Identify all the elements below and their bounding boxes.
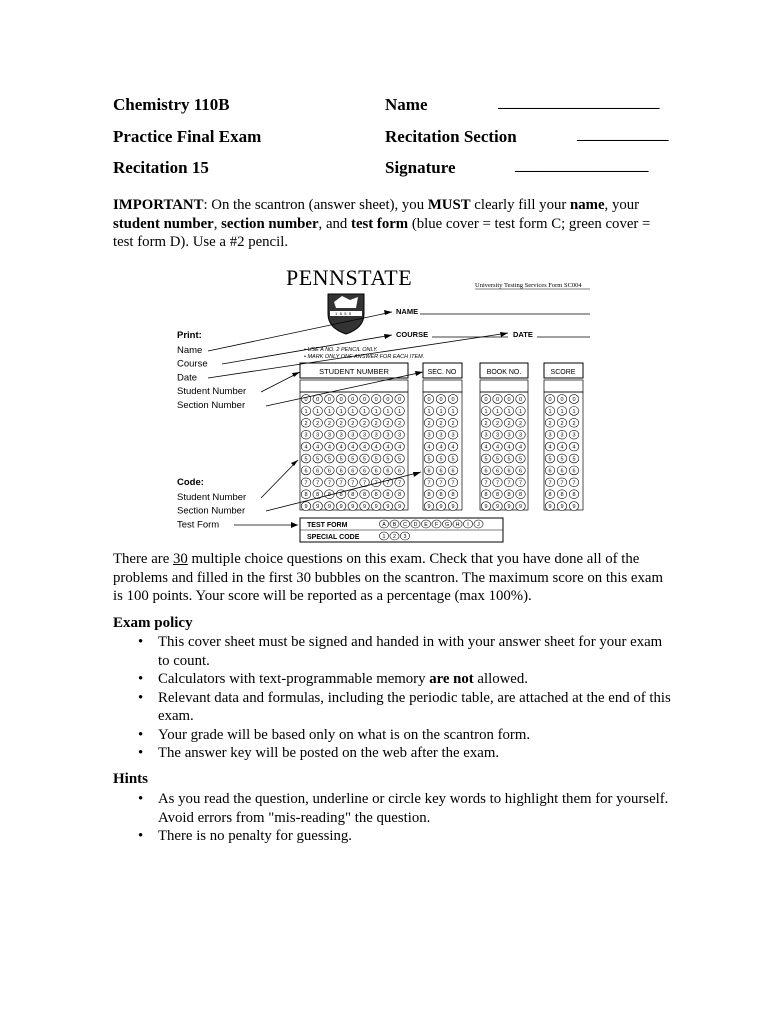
- student-number-bubble-digit: 3: [316, 432, 320, 439]
- book-no-bubble-digit: 0: [495, 397, 500, 403]
- book-no-bubble-digit: 1: [495, 408, 500, 415]
- book-no-bubble-digit: 6: [518, 468, 523, 475]
- exam-policy-list: [113, 633, 673, 763]
- course-title: Chemistry 110B: [113, 95, 230, 114]
- book-no-bubble-digit: 2: [484, 420, 488, 427]
- hints-list: [113, 790, 673, 846]
- test-form-option: I: [467, 522, 469, 528]
- book-no-bubble-digit: 8: [518, 492, 523, 499]
- student-number-bubble-digit: 7: [386, 480, 390, 487]
- student-number-bubble-digit: 8: [304, 492, 308, 499]
- student-number-bubble-digit: 0: [316, 397, 320, 403]
- sec-no-bubble-digit: 7: [427, 480, 431, 487]
- score-bubble-digit: 0: [548, 397, 552, 403]
- sec-no-bubble-digit: 5: [439, 456, 443, 463]
- score-bubble-digit: 3: [572, 432, 576, 439]
- print-label: Print:: [177, 330, 202, 341]
- sec-no-bubble-digit: 0: [427, 397, 431, 403]
- student-number-bubble-digit: 8: [386, 492, 390, 499]
- student-number-bubble-digit: 9: [362, 504, 367, 511]
- test-form-option: G: [444, 522, 450, 528]
- student-number-bubble-digit: 7: [304, 480, 308, 487]
- book-no-bubble-digit: 5: [507, 456, 511, 463]
- score-bubble-digit: 6: [560, 468, 564, 475]
- score-bubble-digit: 8: [548, 492, 552, 499]
- exam-policy-title: Exam policy: [113, 615, 193, 631]
- score-bubble-digit: 2: [548, 420, 552, 427]
- book-no-bubble-digit: 3: [518, 432, 523, 439]
- recitation-number: Recitation 15: [113, 158, 209, 177]
- student-number-bubble-digit: 8: [339, 492, 343, 499]
- student-number-bubble-digit: 9: [327, 504, 331, 511]
- scantron-diagram: [170, 262, 600, 547]
- book-no-bubble-digit: 4: [484, 444, 488, 451]
- score-bubble-digit: 1: [548, 408, 552, 415]
- book-no-bubble-digit: 0: [507, 397, 511, 403]
- sec-no-bubble-digit: 8: [439, 492, 443, 499]
- test-form-option: J: [477, 522, 480, 528]
- student-number-bubble-digit: 3: [362, 432, 367, 439]
- student-number-bubble-digit: 8: [362, 492, 367, 499]
- score-bubble-digit: 6: [572, 468, 576, 475]
- student-number-bubble-digit: 6: [362, 468, 367, 475]
- sec-no-bubble-digit: 5: [427, 456, 431, 463]
- student-number-bubble-digit: 2: [362, 420, 367, 427]
- student-number-bubble-digit: 4: [398, 444, 402, 451]
- student-number-bubble-digit: 1: [316, 408, 320, 415]
- book-no-bubble-digit: 8: [507, 492, 511, 499]
- svg-text:1855: 1855: [335, 311, 354, 316]
- score-bubble-digit: 0: [572, 397, 576, 403]
- student-number-bubble-digit: 5: [304, 456, 308, 463]
- student-number-bubble-digit: 3: [327, 432, 331, 439]
- test-form-option: D: [413, 522, 418, 528]
- student-number-bubble-digit: 9: [304, 504, 308, 511]
- student-number-bubble-digit: 3: [398, 432, 402, 439]
- special-code-label: SPECIAL CODE: [307, 534, 360, 541]
- book-no-bubble-digit: 5: [495, 456, 500, 463]
- student-number-bubble-digit: 1: [398, 408, 402, 415]
- sec-no-bubble-digit: 2: [439, 420, 443, 427]
- date-field-label: DATE: [513, 330, 533, 339]
- student-number-bubble-digit: 4: [386, 444, 390, 451]
- student-number-bubble-digit: 1: [362, 408, 367, 415]
- student-number-bubble-digit: 7: [374, 480, 378, 487]
- sec-no-bubble-digit: 4: [439, 444, 443, 451]
- student-number-bubble-digit: 0: [327, 397, 331, 403]
- sec-no-bubble-digit: 3: [451, 432, 455, 439]
- student-number-bubble-digit: 6: [351, 468, 355, 475]
- question-count: 30: [172, 551, 188, 567]
- student-number-bubble-digit: 5: [316, 456, 320, 463]
- book-no-bubble-digit: 2: [495, 420, 500, 427]
- score-bubble-digit: 4: [572, 444, 576, 451]
- book-no-bubble-digit: 1: [518, 408, 523, 415]
- recitation-section-blank[interactable]: _____________: [577, 127, 668, 143]
- list-item: • There is no penalty for guessing.: [138, 828, 352, 844]
- special-code-option: 2: [393, 534, 396, 540]
- student-number-bubble-digit: 2: [386, 420, 390, 427]
- student-number-bubble-digit: 7: [339, 480, 343, 487]
- book-no-bubble-digit: 8: [495, 492, 500, 499]
- student-number-bubble-digit: 7: [327, 480, 331, 487]
- test-form-option: C: [403, 522, 407, 528]
- sec-no-bubble-digit: 1: [427, 408, 431, 415]
- student-number-bubble-digit: 7: [316, 480, 320, 487]
- score-bubble-digit: 3: [560, 432, 564, 439]
- student-number-bubble-digit: 2: [304, 420, 308, 427]
- score-bubble-digit: 7: [572, 480, 576, 487]
- score-bubble-digit: 0: [560, 397, 564, 403]
- list-item: • Calculators with text-programmable memory are not allowed.: [138, 671, 528, 687]
- student-number-bubble-digit: 4: [304, 444, 308, 451]
- student-number-bubble-digit: 3: [374, 432, 378, 439]
- student-number-bubble-digit: 7: [351, 480, 355, 487]
- student-number-bubble-digit: 0: [304, 397, 308, 403]
- sec-no-bubble-digit: 9: [439, 504, 443, 511]
- book-no-bubble-digit: 6: [507, 468, 511, 475]
- print-item-label: Date: [177, 372, 198, 384]
- score-bubble-digit: 7: [560, 480, 564, 487]
- student-number-bubble-digit: 4: [327, 444, 331, 451]
- student-number-bubble-digit: 6: [386, 468, 390, 475]
- student-number-bubble-digit: 0: [351, 397, 355, 403]
- test-form-option: A: [382, 522, 386, 528]
- student-number-bubble-digit: 6: [339, 468, 343, 475]
- sec-no-bubble-digit: 8: [451, 492, 455, 499]
- sec-no-bubble-digit: 7: [451, 480, 455, 487]
- student-number-bubble-digit: 0: [362, 397, 367, 403]
- student-number-bubble-digit: 1: [386, 408, 390, 415]
- book-no-bubble-digit: 9: [518, 504, 523, 511]
- sec-no-bubble-digit: 0: [439, 397, 443, 403]
- score-bubble-digit: 5: [572, 456, 576, 463]
- student-number-header: STUDENT NUMBER: [319, 367, 389, 376]
- student-number-bubble-digit: 9: [374, 504, 378, 511]
- student-number-bubble-digit: 2: [351, 420, 355, 427]
- test-form-option: B: [392, 522, 397, 528]
- score-bubble-digit: 4: [548, 444, 552, 451]
- book-no-bubble-digit: 3: [484, 432, 488, 439]
- print-item-label: Section Number: [177, 399, 246, 411]
- student-number-bubble-digit: 4: [316, 444, 320, 451]
- student-number-bubble-digit: 5: [374, 456, 378, 463]
- student-number-bubble-digit: 2: [398, 420, 402, 427]
- student-number-bubble-digit: 5: [351, 456, 355, 463]
- book-no-bubble-digit: 8: [484, 492, 488, 499]
- student-number-bubble-digit: 9: [398, 504, 402, 511]
- sec-no-bubble-digit: 7: [439, 480, 443, 487]
- sec-no-bubble-digit: 2: [427, 420, 431, 427]
- score-bubble-digit: 5: [560, 456, 564, 463]
- student-number-bubble-digit: 6: [316, 468, 320, 475]
- student-number-bubble-digit: 1: [327, 408, 331, 415]
- student-number-bubble-digit: 2: [316, 420, 320, 427]
- score-bubble-digit: 8: [572, 492, 576, 499]
- list-item: • This cover sheet must be signed and handed in with your answer sheet for your exam to count.: [138, 634, 663, 669]
- book-no-bubble-digit: 3: [495, 432, 500, 439]
- sec-no-bubble-digit: 9: [451, 504, 455, 511]
- code-item-label: Section Number: [177, 505, 246, 517]
- sec-no-bubble-digit: 3: [427, 432, 431, 439]
- book-no-bubble-digit: 5: [518, 456, 523, 463]
- student-number-bubble-digit: 0: [374, 397, 378, 403]
- student-number-bubble-digit: 4: [339, 444, 343, 451]
- student-number-bubble-digit: 1: [304, 408, 308, 415]
- student-number-bubble-digit: 0: [386, 397, 390, 403]
- sec-no-bubble-digit: 9: [427, 504, 431, 511]
- student-number-bubble-digit: 4: [351, 444, 355, 451]
- student-number-bubble-digit: 9: [351, 504, 355, 511]
- name-label: Name: [385, 95, 428, 114]
- sec-no-bubble-digit: 5: [451, 456, 455, 463]
- sec-no-bubble-digit: 6: [451, 468, 455, 475]
- exam-title: Practice Final Exam: [113, 127, 262, 146]
- student-number-bubble-digit: 4: [374, 444, 378, 451]
- test-form-option: F: [434, 522, 439, 528]
- student-number-bubble-digit: 2: [374, 420, 378, 427]
- list-item: • As you read the question, underline or circle key words to highlight them for yourself. Avoid errors from "mis-reading" the question.: [138, 791, 669, 826]
- score-bubble-digit: 2: [560, 420, 564, 427]
- name-blank[interactable]: _______________________: [498, 95, 659, 111]
- student-number-bubble-digit: 8: [327, 492, 331, 499]
- book-no-bubble-digit: 9: [507, 504, 511, 511]
- list-item: • The answer key will be posted on the web after the exam.: [138, 745, 500, 761]
- special-code-option: 3: [403, 534, 407, 540]
- student-number-bubble-digit: 9: [316, 504, 320, 511]
- score-header: SCORE: [550, 369, 576, 376]
- student-number-bubble-digit: 9: [386, 504, 390, 511]
- sec-no-bubble-digit: 6: [439, 468, 443, 475]
- book-no-bubble-digit: 1: [484, 408, 488, 415]
- student-number-bubble-digit: 8: [398, 492, 402, 499]
- book-no-bubble-digit: 7: [495, 480, 500, 487]
- form-number-label: University Testing Services Form SC004: [475, 282, 582, 289]
- student-number-bubble-digit: 2: [339, 420, 343, 427]
- student-number-bubble-digit: 5: [386, 456, 390, 463]
- student-number-bubble-digit: 1: [339, 408, 343, 415]
- course-field-label: COURSE: [396, 330, 429, 339]
- student-number-bubble-digit: 0: [398, 397, 402, 403]
- book-no-bubble-digit: 4: [495, 444, 500, 451]
- book-no-bubble-digit: 1: [507, 408, 511, 415]
- book-no-bubble-digit: 6: [495, 468, 500, 475]
- sec-no-bubble-digit: 8: [427, 492, 431, 499]
- pencil-instruction: • USE A NO. 2 PENCIL ONLY.: [304, 347, 378, 353]
- student-number-bubble-digit: 5: [362, 456, 367, 463]
- book-no-bubble-digit: 2: [518, 420, 523, 427]
- recitation-section-label: Recitation Section: [385, 127, 517, 146]
- student-number-bubble-digit: 6: [374, 468, 378, 475]
- student-number-bubble-digit: 7: [362, 480, 367, 487]
- print-item-label: Student Number: [177, 386, 247, 398]
- test-form-label: TEST FORM: [307, 522, 348, 529]
- score-bubble-digit: 6: [548, 468, 552, 475]
- book-no-bubble-digit: 4: [518, 444, 523, 451]
- test-form-option: E: [424, 522, 428, 528]
- book-no-bubble-digit: 2: [507, 420, 511, 427]
- code-label: Code:: [177, 477, 204, 488]
- signature-label: Signature: [385, 158, 456, 177]
- student-number-bubble-digit: 6: [398, 468, 402, 475]
- signature-blank[interactable]: ___________________: [515, 158, 648, 174]
- student-number-bubble-digit: 5: [327, 456, 331, 463]
- one-answer-instruction: • MARK ONLY ONE ANSWER FOR EACH ITEM.: [304, 354, 425, 360]
- sec-no-bubble-digit: 1: [439, 408, 443, 415]
- sec-no-bubble-digit: 4: [451, 444, 455, 451]
- score-bubble-digit: 8: [560, 492, 564, 499]
- score-bubble-digit: 7: [548, 480, 552, 487]
- student-number-bubble-digit: 2: [327, 420, 331, 427]
- student-number-bubble-digit: 8: [316, 492, 320, 499]
- shield-logo-icon: [328, 294, 364, 334]
- name-field-label: NAME: [396, 307, 419, 316]
- important-note: IMPORTANT: On the scantron (answer sheet), you MUST clearly fill your name, your student number, section number, and test form (blue cover = test form C; green cover = test form D). Use a #2 pencil.: [113, 197, 651, 250]
- student-number-bubble-digit: 7: [398, 480, 402, 487]
- sec-no-bubble-digit: 3: [439, 432, 443, 439]
- book-no-bubble-digit: 0: [518, 397, 523, 403]
- student-number-bubble-digit: 1: [351, 408, 355, 415]
- book-no-header: BOOK NO.: [486, 369, 522, 376]
- exam-info: There are 30 multiple choice questions on this exam. Check that you have done all of the problems and filled in the first 30 bubbles on the scantron. The maximum score on this exam is 100 points. Your score will be reported as a percentage (max 100%).: [113, 551, 663, 604]
- student-number-bubble-digit: 6: [327, 468, 331, 475]
- score-bubble-digit: 9: [560, 504, 564, 511]
- book-no-bubble-digit: 7: [484, 480, 488, 487]
- test-form-option: H: [455, 522, 460, 528]
- score-bubble-digit: 4: [560, 444, 564, 451]
- score-bubble-digit: 9: [548, 504, 552, 511]
- book-no-bubble-digit: 9: [484, 504, 488, 511]
- print-item-label: Course: [177, 358, 208, 370]
- book-no-bubble-digit: 7: [507, 480, 511, 487]
- score-bubble-digit: 5: [548, 456, 552, 463]
- student-number-bubble-digit: 6: [304, 468, 308, 475]
- student-number-bubble-digit: 9: [339, 504, 343, 511]
- pennstate-logo-text: PENNSTATE: [286, 265, 413, 290]
- hints-title: Hints: [113, 771, 149, 787]
- code-item-label: Test Form: [177, 519, 220, 531]
- book-no-bubble-digit: 6: [484, 468, 488, 475]
- student-number-bubble-digit: 8: [351, 492, 355, 499]
- student-number-bubble-digit: 5: [398, 456, 402, 463]
- list-item: • Your grade will be based only on what is on the scantron form.: [138, 726, 531, 743]
- book-no-bubble-digit: 4: [507, 444, 511, 451]
- score-bubble-digit: 2: [572, 420, 576, 427]
- student-number-bubble-digit: 3: [304, 432, 308, 439]
- score-bubble-digit: 1: [560, 408, 564, 415]
- special-code-option: 1: [382, 534, 386, 540]
- student-number-bubble-digit: 1: [374, 408, 378, 415]
- score-bubble-digit: 3: [548, 432, 552, 439]
- sec-no-bubble-digit: 2: [451, 420, 455, 427]
- book-no-bubble-digit: 0: [484, 397, 488, 403]
- score-bubble-digit: 1: [572, 408, 576, 415]
- code-item-label: Student Number: [177, 492, 247, 503]
- sec-no-bubble-digit: 6: [427, 468, 431, 475]
- student-number-bubble-digit: 3: [339, 432, 343, 439]
- score-bubble-digit: 9: [572, 504, 576, 511]
- book-no-bubble-digit: 7: [518, 480, 523, 487]
- book-no-bubble-digit: 9: [495, 504, 500, 511]
- sec-no-bubble-digit: 4: [427, 444, 431, 451]
- book-no-bubble-digit: 3: [507, 432, 511, 439]
- student-number-bubble-digit: 3: [351, 432, 355, 439]
- sec-no-bubble-digit: 1: [451, 408, 455, 415]
- student-number-bubble-digit: 0: [339, 397, 343, 403]
- sec-no-header: SEC. NO: [427, 369, 457, 376]
- student-number-bubble-digit: 5: [339, 456, 343, 463]
- print-item-label: Name: [177, 345, 203, 356]
- sec-no-bubble-digit: 0: [451, 397, 455, 403]
- student-number-bubble-digit: 3: [386, 432, 390, 439]
- book-no-bubble-digit: 5: [484, 456, 488, 463]
- student-number-bubble-digit: 4: [362, 444, 367, 451]
- student-number-bubble-digit: 8: [374, 492, 378, 499]
- list-item: • Relevant data and formulas, including the periodic table, are attached at the end of this exam.: [138, 689, 671, 724]
